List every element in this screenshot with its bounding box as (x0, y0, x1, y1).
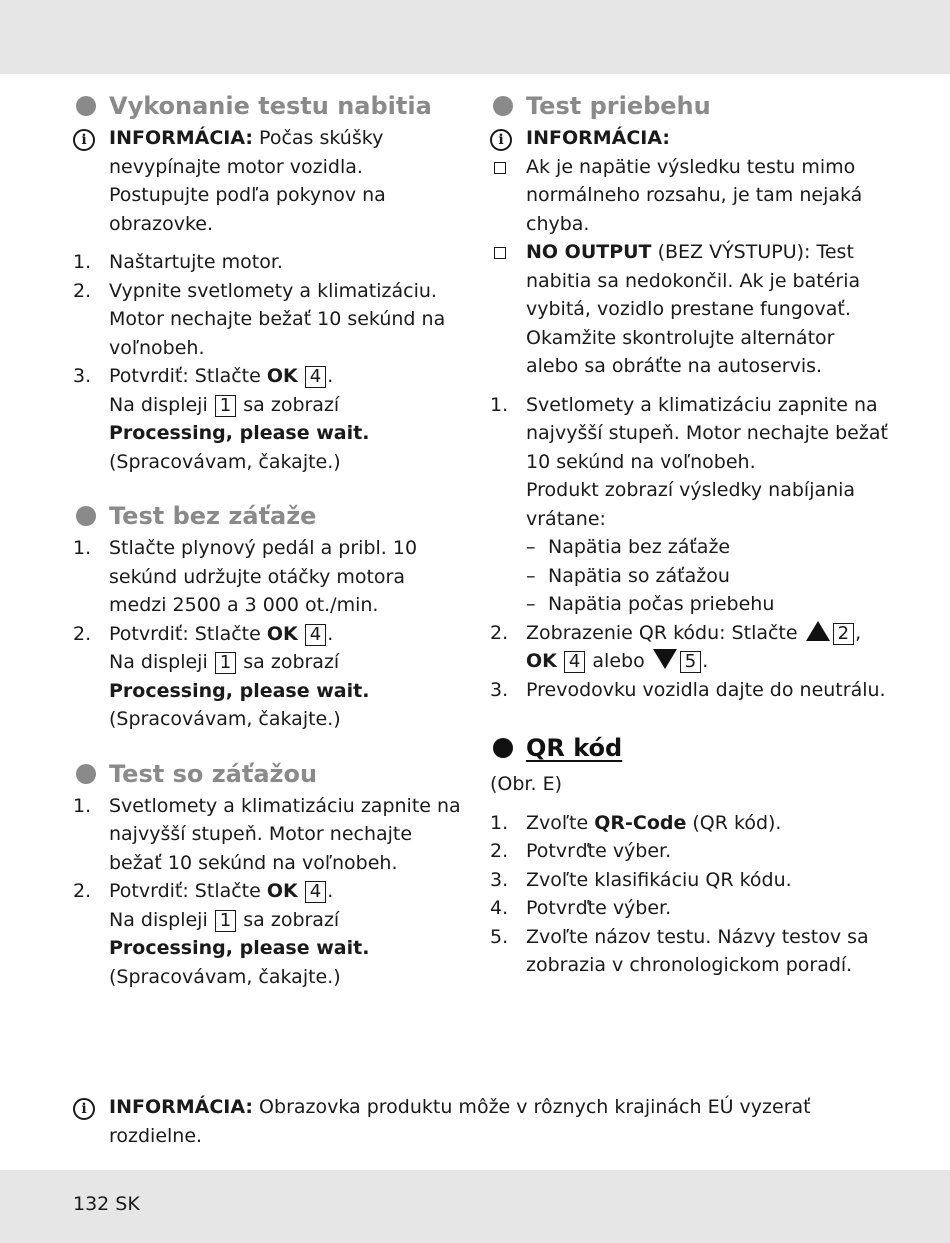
list-item (490, 238, 890, 381)
list-item (490, 391, 890, 619)
bullet-dot-icon (76, 506, 96, 526)
section-heading-no-load-test (73, 498, 468, 534)
key-reference: 2 (833, 623, 854, 645)
step-text: Potvrdiť: Stlačte (109, 880, 267, 902)
step-text: (QR kód). (686, 811, 782, 834)
section-heading-qr-code (490, 730, 890, 766)
bullet-dot-icon (76, 764, 96, 784)
key-reference: 4 (305, 624, 326, 646)
step-number: 5. (490, 925, 509, 948)
dash-item-text: Napätia so záťažou (548, 564, 730, 587)
steps-list (73, 534, 468, 734)
key-reference: 4 (564, 651, 585, 673)
step-text: Zvoľte klasifikáciu QR kódu. (526, 868, 792, 891)
section-title: Test priebehu (526, 92, 711, 120)
section-title: QR kód (526, 734, 623, 762)
list-item (73, 248, 468, 277)
step-text: Na displeji (109, 393, 214, 416)
list-item: 3. Potvrdiť: Stlačte OK 4 . Na displeji 1 sa zobrazí Processing, please wait. (Spracovávam, čakajte.) (73, 362, 468, 476)
checkbox-square-icon (494, 162, 506, 174)
info-note (490, 124, 890, 153)
list-item: – Napätia so záťažou (526, 564, 730, 587)
step-text: Stlačte plynový pedál a pribl. 10 sekúnd udržujte otáčky motora medzi 2500 a 3 000 ot./min. (109, 537, 418, 616)
list-item (490, 923, 890, 980)
step-number: 1. (490, 811, 509, 834)
step-text: alebo (586, 650, 651, 672)
step-number: 1. (73, 794, 92, 817)
dash-item-text: Napätia počas priebehu (548, 593, 775, 615)
page-number: 132 SK (73, 1193, 140, 1215)
translation-text: (Spracovávam, čakajte.) (109, 965, 341, 988)
ok-label: OK (266, 880, 298, 902)
key-reference: 4 (305, 881, 326, 903)
processing-message: Processing, please wait. (109, 422, 370, 444)
left-column (73, 88, 468, 991)
display-reference: 1 (215, 910, 236, 932)
step-number: 3. (73, 365, 92, 387)
steps-list (490, 391, 890, 705)
step-number: 1. (490, 393, 509, 416)
bullet-dot-icon (76, 96, 96, 116)
step-text: Prevodovku vozidla dajte do neutrálu. (526, 678, 886, 701)
list-item: – Napätia bez záťaže (526, 536, 731, 558)
info-circle-icon: i (490, 129, 512, 151)
dash-item-text: Napätia bez záťaže (548, 536, 731, 558)
step-number: 1. (73, 251, 92, 273)
step-text: Naštartujte motor. (109, 251, 283, 273)
info-label: INFORMÁCIA: (109, 1096, 254, 1118)
step-text: Zvoľte názov testu. Názvy testov sa zobrazia v chronologickom poradí. (526, 925, 869, 976)
bullet-dot-icon (493, 738, 513, 758)
ok-label: OK (526, 650, 557, 672)
step-text: Na displeji (109, 908, 214, 931)
step-text: sa zobrazí (237, 908, 340, 931)
list-item: – Napätia počas priebehu (526, 593, 775, 615)
section-title: Test so záťažou (109, 759, 318, 788)
display-reference: 1 (215, 395, 236, 417)
info-circle-icon: i (73, 129, 95, 151)
step-number: 2. (73, 279, 92, 302)
steps-list (73, 248, 468, 476)
info-circle-icon: i (73, 1098, 95, 1120)
triangle-up-icon (806, 621, 830, 641)
right-column (490, 88, 890, 980)
step-number: 4. (490, 897, 509, 919)
step-number: 3. (490, 868, 509, 891)
section-title: Test bez záťaže (109, 502, 317, 530)
info-text: Počas skúšky nevypínajte motor vozidla. Postupujte podľa pokynov na obrazovke. (109, 127, 386, 235)
dash-list (526, 533, 890, 619)
list-item: 2. Zobrazenie QR kódu: Stlačte 2 , OK 4 alebo 5 . (490, 619, 890, 676)
list-item (73, 792, 468, 878)
step-text: sa zobrazí (237, 393, 340, 416)
step-text: Vypnite svetlomety a klimatizáciu. Motor nechajte bežať 10 sekúnd na voľnobeh. (109, 279, 446, 359)
step-text: Svetlomety a klimatizáciu zapnite na najvyšší stupeň. Motor nechajte bežať 10 sekúnd na voľnobeh. (526, 393, 888, 473)
translation-text: (Spracovávam, čakajte.) (109, 708, 341, 730)
step-number: 2. (490, 621, 509, 644)
checkbox-square-icon (494, 247, 506, 259)
processing-message: Processing, please wait. (109, 679, 370, 702)
figure-reference: (Obr. E) (490, 773, 562, 795)
step-text: Potvrďte výber. (526, 840, 672, 862)
step-number: 2. (490, 840, 509, 862)
section-title: Vykonanie testu nabitia (109, 92, 432, 120)
list-item (490, 866, 890, 895)
bullet-dot-icon (493, 96, 513, 116)
list-item (490, 676, 890, 705)
ok-label: OK (266, 365, 298, 387)
display-reference: 1 (215, 652, 236, 674)
footer-info-note (73, 1093, 909, 1150)
step-text: sa zobrazí (237, 651, 340, 673)
step-text: Potvrdiť: Stlačte (109, 365, 267, 387)
list-item (73, 277, 468, 363)
footer-band (0, 1170, 950, 1243)
list-item (490, 837, 890, 866)
step-number: 3. (490, 678, 509, 701)
translation-text: (Spracovávam, čakajte.) (109, 450, 341, 473)
step-text: Potvrďte výber. (526, 897, 672, 919)
info-text: Obrazovka produktu môže v rôznych krajinách EÚ vyzerať rozdielne. (109, 1096, 811, 1147)
step-number: 2. (73, 622, 92, 645)
key-reference: 5 (680, 651, 701, 673)
info-label: INFORMÁCIA: (526, 127, 671, 149)
info-bullets (490, 153, 890, 381)
bullet-text: Ak je napätie výsledku testu mimo normálneho rozsahu, je tam nejaká chyba. (526, 155, 863, 235)
steps-list (73, 792, 468, 992)
info-note (73, 124, 468, 238)
qr-code-label: QR-Code (594, 811, 687, 834)
ok-label: OK (266, 622, 298, 645)
step-text: Zvoľte (526, 811, 595, 834)
list-item (73, 534, 468, 620)
info-label: INFORMÁCIA: (109, 127, 254, 149)
list-item: 2. Potvrdiť: Stlačte OK 4 . Na displeji 1 sa zobrazí Processing, please wait. (Spracovávam, čakajte.) (73, 620, 468, 734)
step-text: Potvrdiť: Stlačte (109, 622, 267, 645)
triangle-down-icon (653, 649, 677, 669)
list-item: 2. Potvrdiť: Stlačte OK 4 . Na displeji 1 sa zobrazí Processing, please wait. (Spracovávam, čakajte.) (73, 877, 468, 991)
section-heading-run-test (490, 88, 890, 124)
list-item (490, 894, 890, 923)
step-text: Na displeji (109, 651, 214, 673)
section-heading-load-test (73, 756, 468, 792)
step-number: 1. (73, 537, 92, 559)
section-heading-charge-test (73, 88, 468, 124)
step-number: 2. (73, 880, 92, 902)
step-text: Svetlomety a klimatizáciu zapnite na najvyšší stupeň. Motor nechajte bežať 10 sekúnd na voľnobeh. (109, 794, 461, 874)
list-item (490, 153, 890, 239)
key-reference: 4 (305, 366, 326, 388)
step-text: Produkt zobrazí výsledky nabíjania vrátane: (526, 479, 856, 530)
list-item (490, 809, 890, 838)
no-output-label: NO OUTPUT (526, 241, 652, 263)
processing-message: Processing, please wait. (109, 937, 370, 959)
step-text: Zobrazenie QR kódu: Stlačte (526, 621, 804, 644)
bullet-text: (BEZ VÝSTUPU): Test nabitia sa nedokončil. Ak je batéria vybitá, vozidlo prestane fungovať. Okamžite skontrolujte alternátor alebo sa obráťte na autoservis. (526, 241, 861, 377)
steps-list (490, 809, 890, 980)
header-band (0, 0, 950, 74)
